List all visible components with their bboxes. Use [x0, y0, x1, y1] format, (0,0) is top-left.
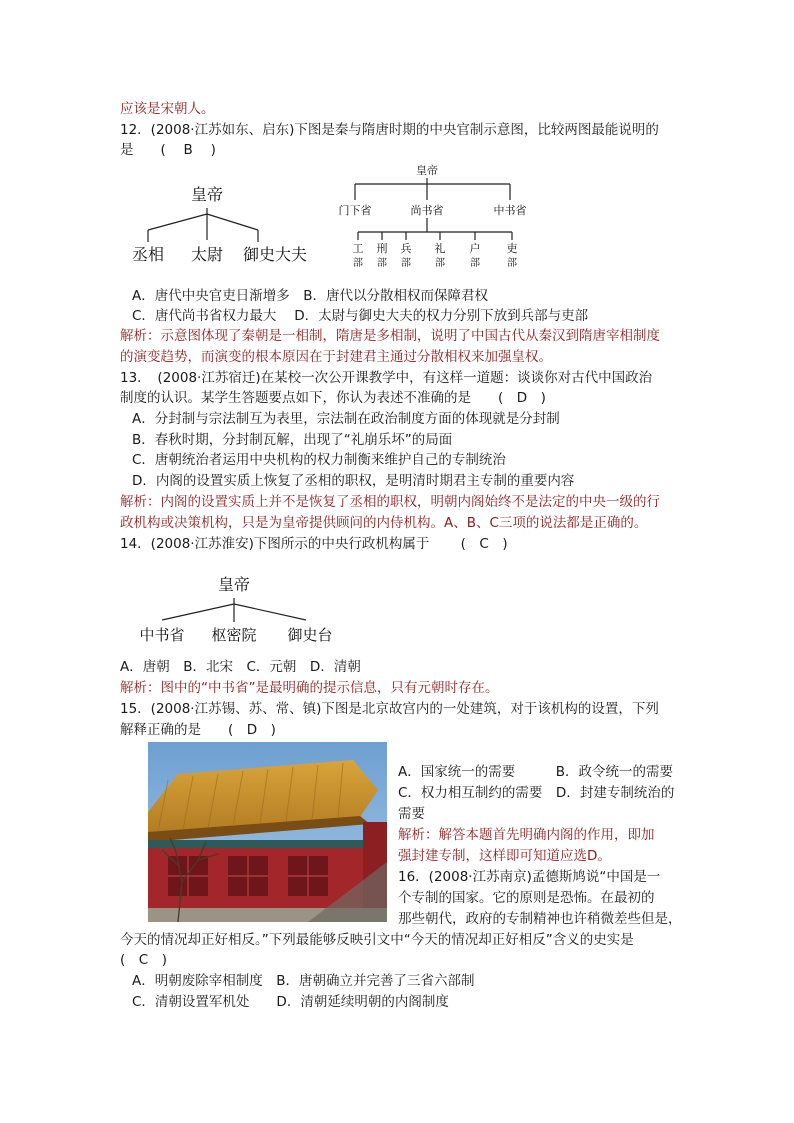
tang-l1-1: 尚书省: [410, 204, 444, 217]
ministry-hu-1: 户: [469, 242, 481, 255]
q15-options-d-cont: 需要: [398, 806, 425, 822]
q15-analysis-1: 解析：解答本题首先明确内阁的作用，即加: [398, 827, 655, 843]
q12-options-ab: A．唐代中央官吏日渐增多 B．唐代以分散相权而保障君权: [132, 288, 488, 304]
q14-stem: 14．(2008·江苏淮安)下图所示的中央行政机构属于 ( C ): [120, 536, 508, 552]
q16-options-ab: A．明朝废除宰相制度 B．唐朝确立并完善了三省六部制: [132, 973, 475, 989]
forbidden-city-building-photo: [148, 742, 387, 922]
q16-stem-1: 16．(2008·江苏南京)孟德斯鸠说“中国是一: [398, 869, 661, 885]
q13-option-b: B．春秋时期，分封制瓦解，出现了“礼崩乐坏”的局面: [132, 432, 453, 448]
q14-analysis: 解析：图中的“中书省”是最明确的提示信息，只有元朝时存在。: [120, 680, 499, 696]
yuan-child-0: 中书省: [139, 626, 185, 644]
yuan-child-2: 御史台: [287, 626, 333, 644]
ministry-li-2: 部: [435, 258, 445, 269]
qin-child-0: 丞相: [131, 245, 165, 264]
q13-stem-1: 13． (2008·江苏宿迁)在某校一次公开课教学中，有这样一道题：谈谈你对古代中国政治: [120, 370, 653, 386]
q16-stem-3: 那些朝代，政府的专制精神也许稍微差些但是，: [398, 911, 682, 927]
q12-analysis-2: 的演变趋势，而演变的根本原因在于封建君主通过分散相权来加强皇权。: [120, 349, 552, 365]
q16-options-cd: C．清朝设置军机处 D．清朝延续明朝的内阁制度: [132, 994, 449, 1010]
tang-official-diagram: [330, 160, 540, 275]
ministry-lii-2: 部: [507, 258, 517, 269]
q16-answer: ( C ): [120, 952, 167, 968]
q15-options-ab: A．国家统一的需要 B．政令统一的需要: [398, 764, 673, 780]
ministry-hu-2: 部: [470, 258, 480, 269]
qin-root: 皇帝: [190, 185, 224, 204]
ministry-xing-2: 部: [377, 258, 387, 269]
q16-stem-4: 今天的情况却正好相反。”下列最能够反映引文中“今天的情况却正好相反”含义的史实是: [120, 932, 634, 948]
ministry-gong-1: 工: [352, 242, 364, 255]
ministry-li-1: 礼: [434, 242, 446, 255]
q13-stem-2: 制度的认识。某学生答题要点如下，你认为表述不准确的是 ( D ): [120, 390, 546, 406]
tang-l1-2: 中书省: [493, 204, 527, 217]
qin-official-diagram: [120, 180, 320, 270]
q12-analysis-1: 解析：示意图体现了秦朝是一相制，隋唐是多相制，说明了中国古代从秦汉到隋唐宰相制度: [120, 328, 660, 344]
q15-options-cd: C．权力相互制约的需要 D．封建专制统治的: [398, 785, 675, 801]
q12-options-cd: C．唐代尚书省权力最大 D．太尉与御史大夫的权力分别下放到兵部与吏部: [132, 308, 589, 324]
ministry-xing-1: 刑: [376, 242, 388, 255]
q12-stem-1: 12．(2008·江苏如东、启东)下图是秦与隋唐时期的中央官制示意图，比较两图最能说明的: [120, 122, 659, 138]
tang-root: 皇帝: [416, 164, 438, 177]
prev-answer-tail: 应该是宋朝人。: [120, 101, 215, 117]
q16-stem-2: 个专制的国家。它的原则是恐怖。在最初的: [398, 890, 655, 906]
q13-analysis-2: 政机构或决策机构，只是为皇帝提供顾问的内侍机构。A、B、C三项的说法都是正确的。: [120, 515, 648, 531]
q15-stem-2: 解释正确的是 ( D ): [120, 722, 276, 738]
ministry-gong-2: 部: [353, 258, 363, 269]
q12-stem-2: 是 ( B ): [120, 142, 216, 158]
q13-analysis-1: 解析：内阁的设置实质上并不是恢复了丞相的职权，明朝内阁始终不是法定的中央一级的行: [120, 494, 660, 510]
ministry-bing-2: 部: [401, 258, 411, 269]
tang-l1-0: 门下省: [338, 204, 372, 217]
qin-child-2: 御史大夫: [242, 245, 308, 264]
yuan-root: 皇帝: [217, 575, 251, 594]
q13-option-d: D．内阁的设置实质上恢复了丞相的职权，是明清时期君主专制的重要内容: [132, 473, 575, 489]
q13-option-c: C．唐朝统治者运用中央机构的权力制衡来维护自己的专制统治: [132, 452, 506, 468]
q13-option-a: A．分封制与宗法制互为表里，宗法制在政治制度方面的体现就是分封制: [132, 411, 560, 427]
ministry-bing-1: 兵: [400, 242, 412, 255]
q15-analysis-2: 强封建专制，这样即可知道应选D。: [398, 848, 611, 864]
yuan-official-diagram: [130, 570, 350, 650]
yuan-child-1: 枢密院: [211, 626, 257, 644]
q15-stem-1: 15．(2008·江苏锡、苏、常、镇)下图是北京故宫内的一处建筑，对于该机构的设置，下列: [120, 701, 659, 717]
q14-options: A．唐朝 B．北宋 C．元朝 D．清朝: [120, 659, 361, 675]
qin-child-1: 太尉: [190, 245, 224, 264]
ministry-lii-1: 吏: [506, 242, 518, 255]
